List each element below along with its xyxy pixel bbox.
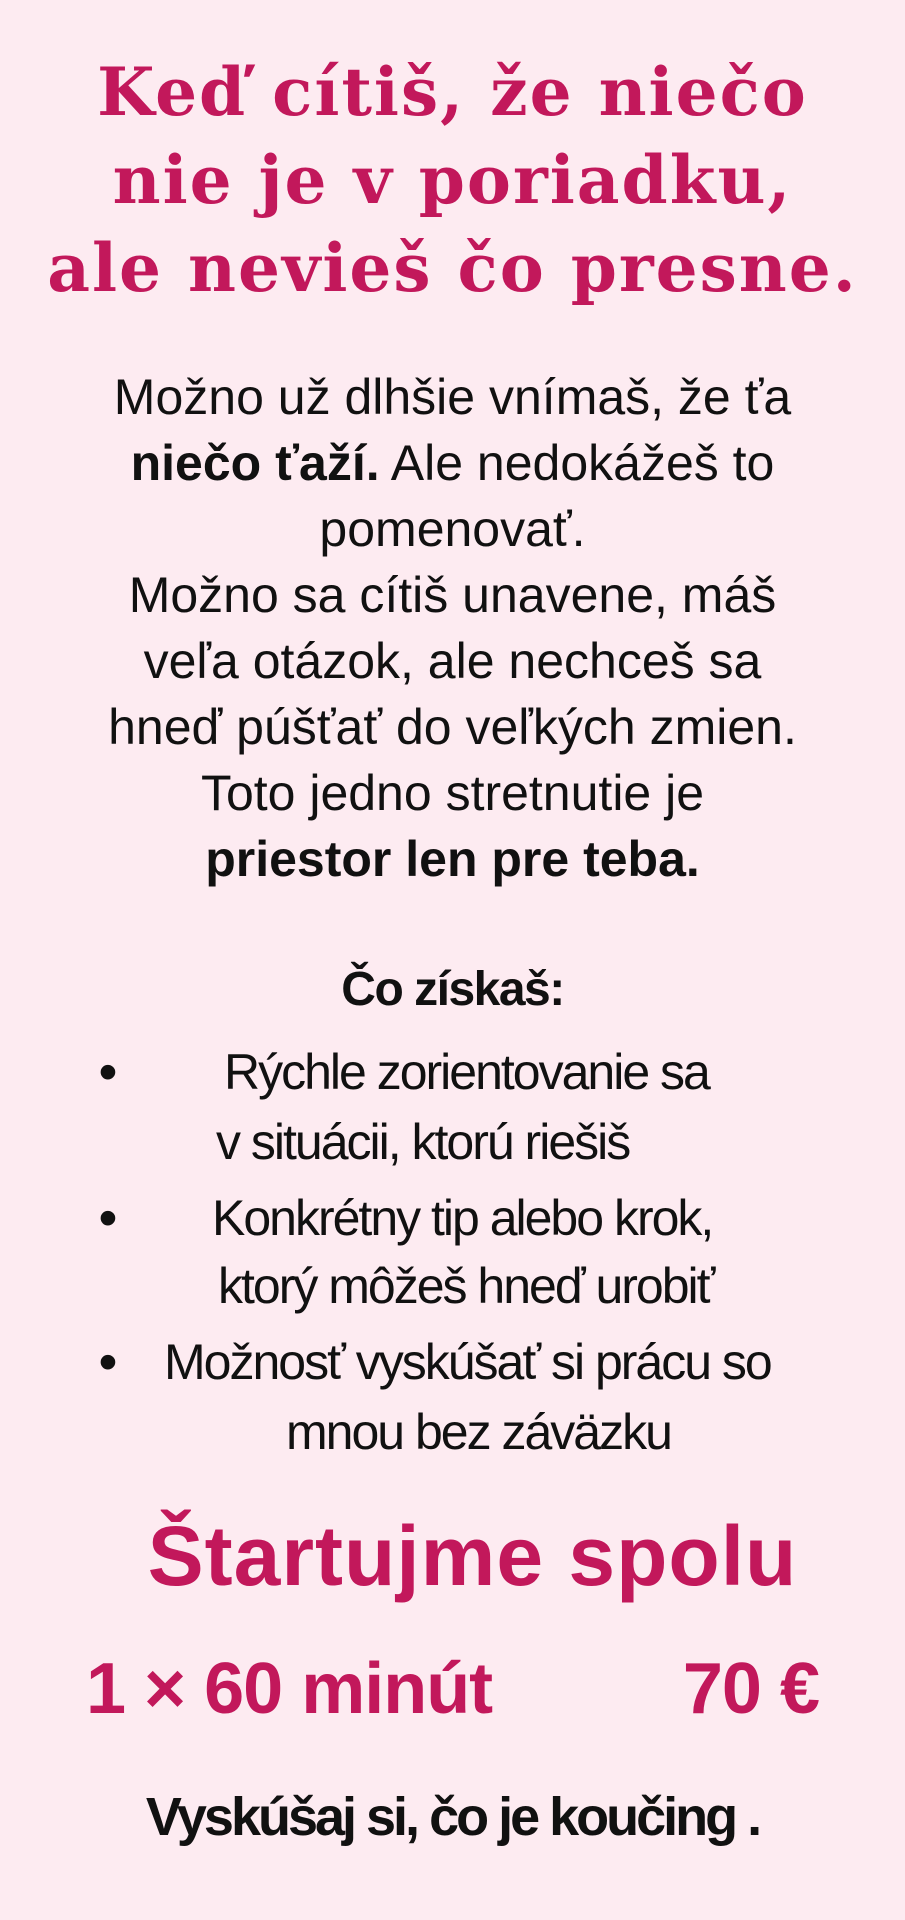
intro-line	[0, 430, 905, 496]
headline-line: nie je v poriadku,	[112, 141, 793, 219]
session-price: 70 €	[682, 1649, 819, 1729]
benefit-line: mnou bez záväzku	[286, 1404, 671, 1460]
intro-line: veľa otázok, ale nechceš sa	[143, 633, 762, 689]
session-duration: 1 × 60 minút	[86, 1649, 493, 1729]
benefit-line: Rýchle zorientovanie sa	[224, 1044, 709, 1100]
intro-emphasis: niečo ťaží.	[130, 435, 380, 491]
bullet-icon: •	[98, 1042, 116, 1102]
tagline: Vyskúšaj si, čo je koučing .	[145, 1787, 760, 1847]
intro-emphasis: priestor len pre teba.	[205, 831, 700, 887]
benefit-line: ktorý môžeš hneď urobiť	[218, 1258, 714, 1314]
intro-line: Možno už dlhšie vnímaš, že ťa	[113, 369, 792, 425]
intro-line: pomenovať.	[319, 501, 586, 557]
offer-title: Štartujme spolu	[147, 1509, 798, 1603]
intro-paragraph	[0, 364, 905, 892]
intro-text: Ale nedokážeš to	[379, 435, 775, 491]
benefit-line: Konkrétny tip alebo krok,	[212, 1190, 713, 1246]
benefit-line: Možnosť vyskúšať si prácu so	[164, 1334, 771, 1390]
intro-line: hneď púšťať do veľkých zmien.	[108, 699, 797, 755]
bullet-icon: •	[98, 1332, 116, 1392]
headline-line: Keď cítiš, že niečo	[97, 53, 808, 131]
benefits-title: Čo získaš:	[341, 963, 564, 1016]
headline-line: ale nevieš čo presne.	[47, 229, 858, 307]
intro-line	[0, 826, 905, 892]
headline	[0, 48, 905, 312]
price-row	[0, 1648, 905, 1748]
bullet-icon: •	[98, 1188, 116, 1248]
benefit-line: v situácii, ktorú riešiš	[216, 1114, 630, 1170]
intro-line: Možno sa cítiš unavene, máš	[128, 567, 777, 623]
intro-line: Toto jedno stretnutie je	[200, 765, 705, 821]
